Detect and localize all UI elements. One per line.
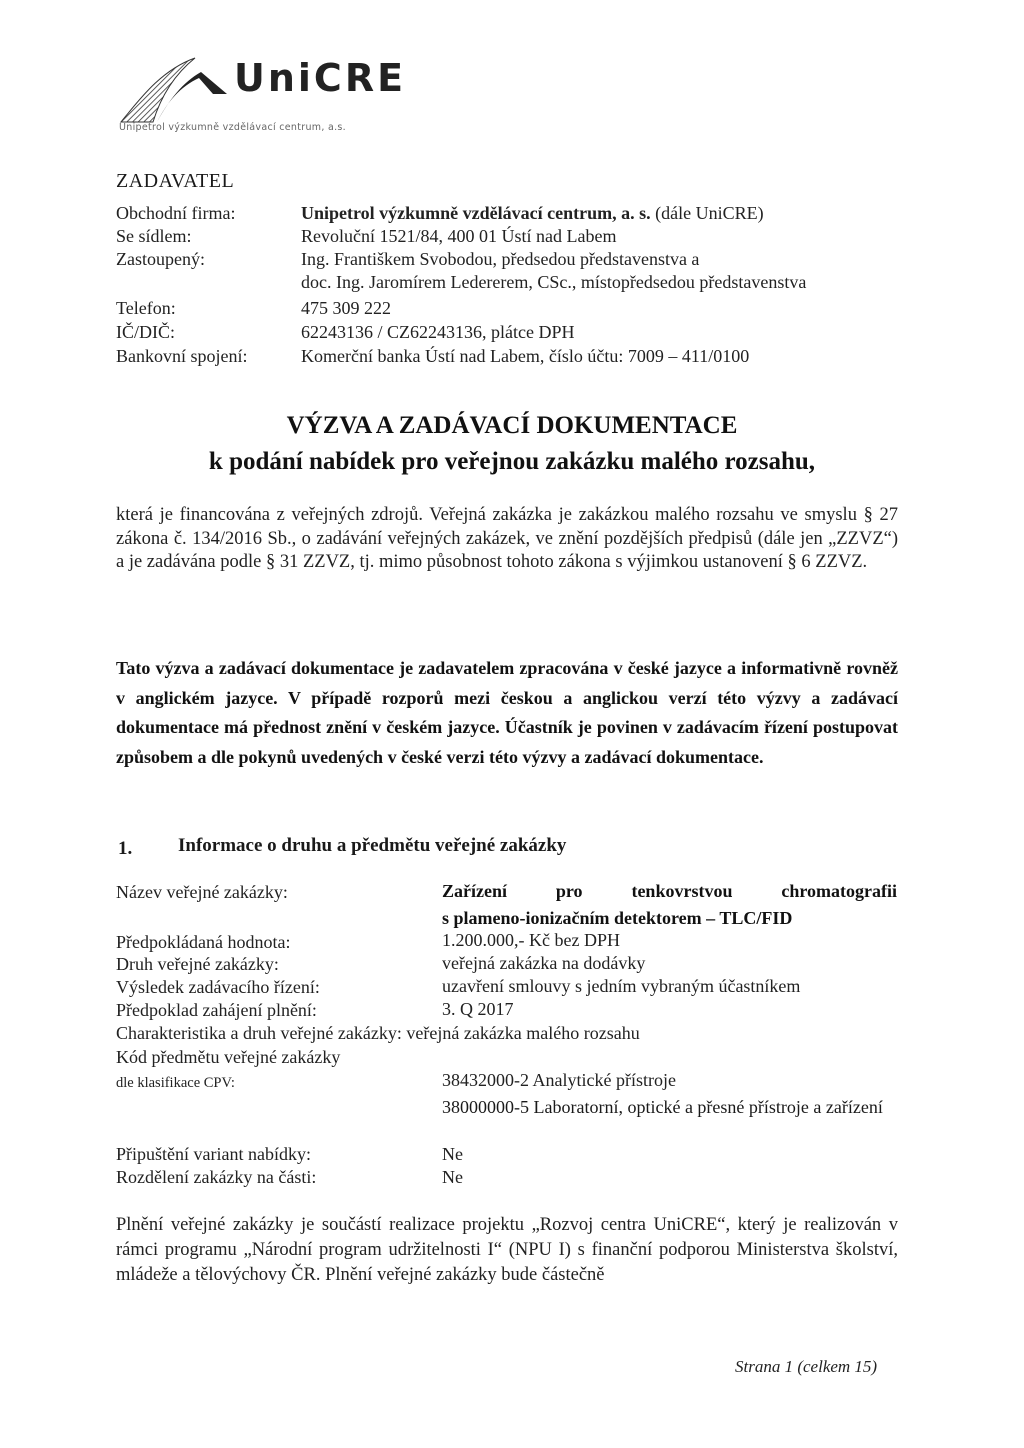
page-number: Strana 1 (celkem 15) [735,1357,878,1376]
phone-label: Telefon: [116,298,176,318]
variants-label: Připuštění variant nabídky: [116,1144,311,1164]
represented-value-line1: Ing. Františkem Svobodou, předsedou představenstva a [301,249,700,269]
section-title: Informace o druhu a předmětu veřejné zakázky [178,835,567,856]
represented-value-line2: doc. Ing. Jaromírem Ledererem, CSc., místopředsedou představenstva [301,272,807,292]
tender-name-value: Zařízení pro tenkovrstvou chromatografii s plameno-ionizačním detektorem – TLC/FID [442,881,897,928]
document-subtitle: k podání nabídek pro veřejnou zakázku malého rozsahu, [208,448,816,475]
intro-paragraph: která je financována z veřejných zdrojů. Veřejná zakázka je zakázkou malého rozsahu ve smyslu § 27 zákona č. 134/2016 Sb., o zadávání veřejných zakázek, ve znění pozdějších předpisů (dále jen „ZZVZ“) a je zadávána podle § 31 ZZVZ, tj. mimo působnost tohoto zákona s výjimkou ustanovení § 6 ZZVZ. [116,505,898,573]
contract-type-value: veřejná zakázka na dodávky [442,953,646,973]
parts-value: Ne [442,1167,463,1187]
phone-value: 475 309 222 [301,298,391,318]
characteristic-row: Charakteristika a druh veřejné zakázky: veřejná zakázka malého rozsahu [116,1023,640,1043]
cpv-code-2: 38000000-5 Laboratorní, optické a přesné přístroje a zařízení [442,1097,883,1117]
parts-label: Rozdělení zakázky na části: [116,1167,317,1187]
unicre-logo-icon [117,52,229,124]
cpv-label: Kód předmětu veřejné zakázky [116,1047,341,1067]
section-number: 1. [118,838,133,859]
contracting-authority-heading: ZADAVATEL [116,170,235,192]
bank-label: Bankovní spojení: [116,346,248,366]
procedure-result-label: Výsledek zadávacího řízení: [116,977,320,997]
bank-value: Komerční banka Ústí nad Labem, číslo účtu: 7009 – 411/0100 [301,346,750,366]
logo-subtitle: Unipetrol výzkumně vzdělávací centrum, a.s. [119,122,346,133]
cpv-label-sub: dle klasifikace CPV: [116,1075,235,1091]
id-vat-value: 62243136 / CZ62243136, plátce DPH [301,322,575,342]
procedure-result-value: uzavření smlouvy s jedním vybraným účastníkem [442,976,801,996]
tender-name-label: Název veřejné zakázky: [116,882,288,902]
seat-label: Se sídlem: [116,226,192,246]
seat-value: Revoluční 1521/84, 400 01 Ústí nad Labem [301,226,617,246]
start-value: 3. Q 2017 [442,999,514,1019]
project-paragraph: Plnění veřejné zakázky je součástí realizace projektu „Rozvoj centra UniCRE“, který je realizován v rámci programu „Národní program udržitelnosti I“ (NPU I) s finanční podporou Ministerstva školství, mládeže a tělovýchovy ČR. Plnění veřejné zakázky bude částečně [116,1215,898,1285]
estimated-value-label: Předpokládaná hodnota: [116,932,291,952]
variants-value: Ne [442,1144,463,1164]
contract-type-label: Druh veřejné zakázky: [116,954,279,974]
language-notice-paragraph: Tato výzva a zadávací dokumentace je zadavatelem zpracována v české jazyce a informativně rovněž v anglickém jazyce. V případě rozporů mezi českou a anglickou verzí této výzvy a zadávací dokumentace má přednost znění v českém jazyce. Účastník je povinen v zadávacím řízení postupovat způsobem a dle pokynů uvedených v české verzi této výzvy a zadávací dokumentace. [116,658,898,767]
document-title: VÝZVA A ZADÁVACÍ DOKUMENTACE [286,412,738,439]
id-vat-label: IČ/DIČ: [116,322,176,342]
business-name-value: Unipetrol výzkumně vzdělávací centrum, a. s. (dále UniCRE) [301,203,764,223]
start-label: Předpoklad zahájení plnění: [116,1000,317,1020]
represented-label: Zastoupený: [116,249,205,269]
logo-wordmark: UniCRE [234,56,407,100]
business-name-label: Obchodní firma: [116,203,236,223]
cpv-code-1: 38432000-2 Analytické přístroje [442,1070,676,1090]
estimated-value: 1.200.000,- Kč bez DPH [442,930,620,950]
